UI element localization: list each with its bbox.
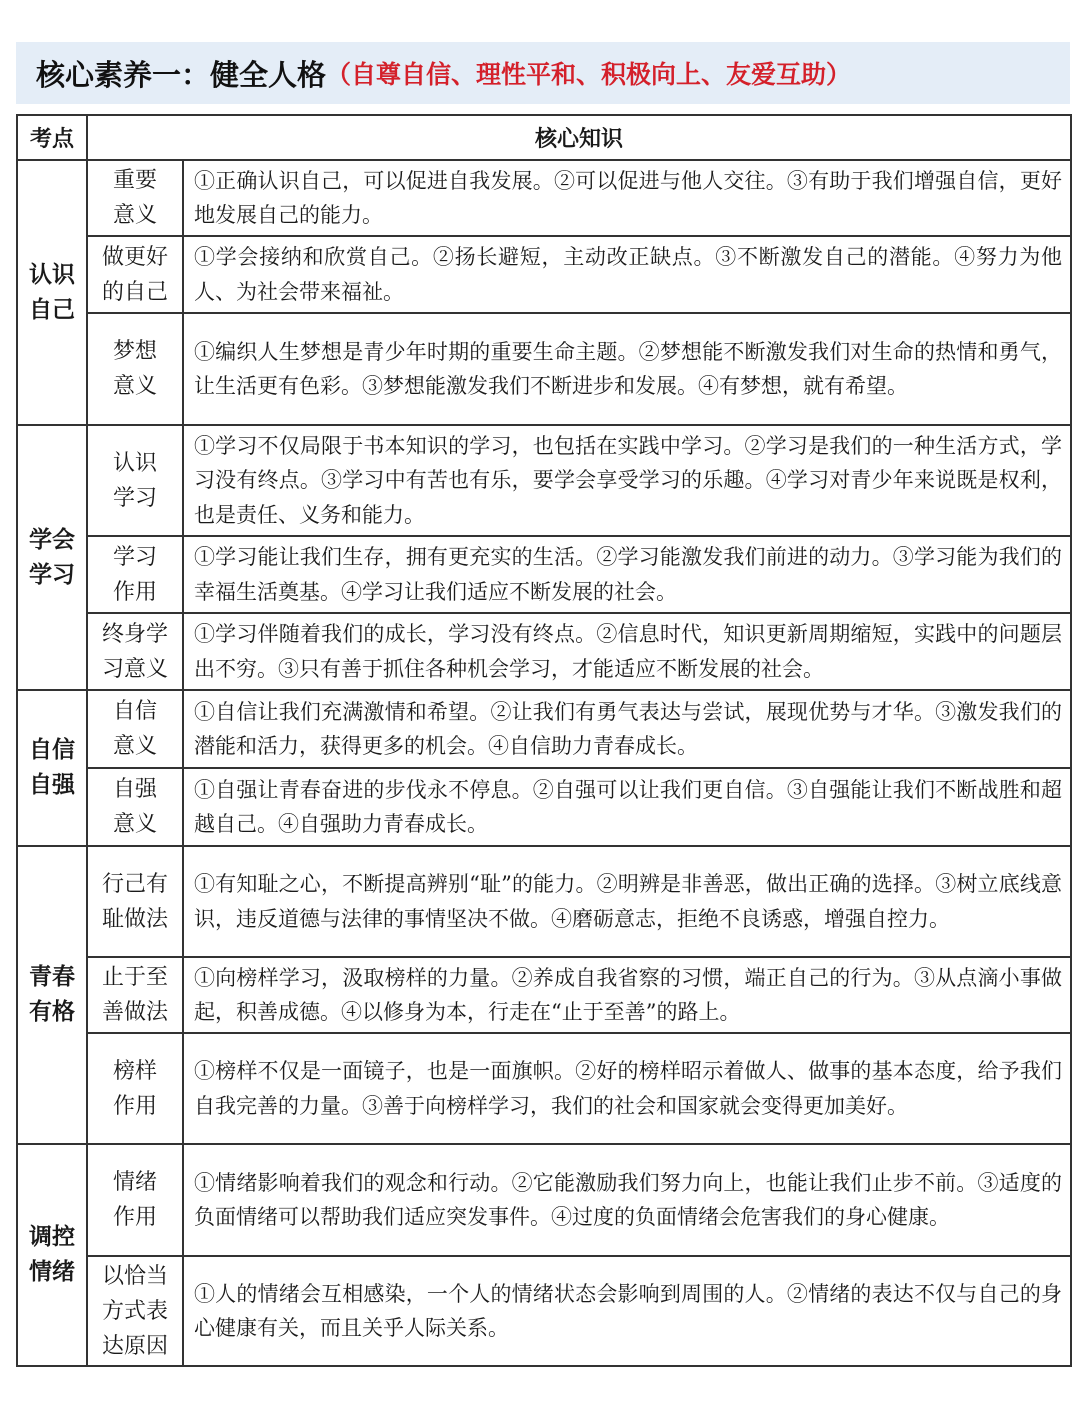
table-row [17, 1033, 1071, 1144]
title-bar [16, 42, 1070, 104]
subtopic-cell: 自强 意义 [87, 768, 183, 846]
subtopic-cell: 做更好 的自己 [87, 236, 183, 313]
table-row [17, 690, 1071, 768]
knowledge-cell: ①向榜样学习，汲取榜样的力量。②养成自我省察的习惯，端正自己的行为。③从点滴小事做起，积善成德。④以修身为本，行走在“止于至善”的路上。 [183, 957, 1071, 1033]
table-row [17, 957, 1071, 1033]
knowledge-cell: ①情绪影响着我们的观念和行动。②它能激励我们努力向上，也能让我们止步不前。③适度的负面情绪可以帮助我们适应突发事件。④过度的负面情绪会危害我们的身心健康。 [183, 1144, 1071, 1256]
category-label: 青春有格 [29, 964, 75, 1025]
knowledge-cell: ①自强让青春奋进的步伐永不停息。②自强可以让我们更自信。③自强能让我们不断战胜和超越自己。④自强助力青春成长。 [183, 768, 1071, 846]
subtopic-cell: 止于至 善做法 [87, 957, 183, 1033]
table-row [17, 425, 1071, 536]
category-label: 学会学习 [29, 526, 75, 588]
category-cell [17, 846, 87, 1144]
subtopic-cell: 梦想 意义 [87, 313, 183, 425]
knowledge-cell: ①编织人生梦想是青少年时期的重要生命主题。②梦想能不断激发我们对生命的热情和勇气，让生活更有色彩。③梦想能激发我们不断进步和发展。④有梦想，就有希望。 [183, 313, 1071, 425]
table-row [17, 613, 1071, 690]
subtopic-cell: 情绪 作用 [87, 1144, 183, 1256]
page-subtitle: （自尊自信、理性平和、积极向上、友爱互助） [326, 60, 852, 89]
knowledge-cell: ①学会接纳和欣赏自己。②扬长避短，主动改正缺点。③不断激发自己的潜能。④努力为他人、为社会带来福祉。 [183, 236, 1071, 313]
knowledge-cell: ①学习不仅局限于书本知识的学习，也包括在实践中学习。②学习是我们的一种生活方式，学习没有终点。③学习中有苦也有乐，要学会享受学习的乐趣。④学习对青少年来说既是权利，也是责任、义务和能力。 [183, 425, 1071, 536]
category-label: 自信自强 [29, 737, 75, 798]
category-label: 认识自己 [29, 261, 75, 323]
subtopic-cell: 自信 意义 [87, 690, 183, 768]
category-label: 调控情绪 [29, 1224, 75, 1285]
page-title: 核心素养一：健全人格 [36, 57, 327, 92]
category-cell [17, 1144, 87, 1366]
table-row [17, 160, 1071, 236]
knowledge-cell: ①自信让我们充满激情和希望。②让我们有勇气表达与尝试，展现优势与才华。③激发我们的潜能和活力，获得更多的机会。④自信助力青春成长。 [183, 690, 1071, 768]
knowledge-table [16, 114, 1072, 1367]
table-header-row [17, 115, 1071, 160]
table-row [17, 313, 1071, 425]
knowledge-cell: ①榜样不仅是一面镜子，也是一面旗帜。②好的榜样昭示着做人、做事的基本态度，给予我们自我完善的力量。③善于向榜样学习，我们的社会和国家就会变得更加美好。 [183, 1033, 1071, 1144]
table-row [17, 768, 1071, 846]
category-cell [17, 425, 87, 690]
subtopic-cell: 学习 作用 [87, 536, 183, 613]
subtopic-cell: 认识 学习 [87, 425, 183, 536]
subtopic-cell: 以恰当 方式表 达原因 [87, 1256, 183, 1366]
category-cell [17, 690, 87, 846]
subtopic-cell: 榜样 作用 [87, 1033, 183, 1144]
category-cell [17, 160, 87, 425]
subtopic-cell: 重要 意义 [87, 160, 183, 236]
header-core-knowledge: 核心知识 [87, 115, 1071, 160]
knowledge-cell: ①正确认识自己，可以促进自我发展。②可以促进与他人交往。③有助于我们增强自信，更好地发展自己的能力。 [183, 160, 1071, 236]
table-row [17, 536, 1071, 613]
table-row [17, 846, 1071, 957]
table-row [17, 1144, 1071, 1256]
knowledge-cell: ①人的情绪会互相感染，一个人的情绪状态会影响到周围的人。②情绪的表达不仅与自己的身心健康有关，而且关乎人际关系。 [183, 1256, 1071, 1366]
subtopic-cell: 终身学 习意义 [87, 613, 183, 690]
header-exam-point: 考点 [17, 115, 87, 160]
table-row [17, 1256, 1071, 1366]
knowledge-cell: ①学习伴随着我们的成长，学习没有终点。②信息时代，知识更新周期缩短，实践中的问题层出不穷。③只有善于抓住各种机会学习，才能适应不断发展的社会。 [183, 613, 1071, 690]
knowledge-cell: ①学习能让我们生存，拥有更充实的生活。②学习能激发我们前进的动力。③学习能为我们的幸福生活奠基。④学习让我们适应不断发展的社会。 [183, 536, 1071, 613]
table-row [17, 236, 1071, 313]
knowledge-cell: ①有知耻之心，不断提高辨别“耻”的能力。②明辨是非善恶，做出正确的选择。③树立底线意识，违反道德与法律的事情坚决不做。④磨砺意志，拒绝不良诱惑，增强自控力。 [183, 846, 1071, 957]
subtopic-cell: 行己有 耻做法 [87, 846, 183, 957]
